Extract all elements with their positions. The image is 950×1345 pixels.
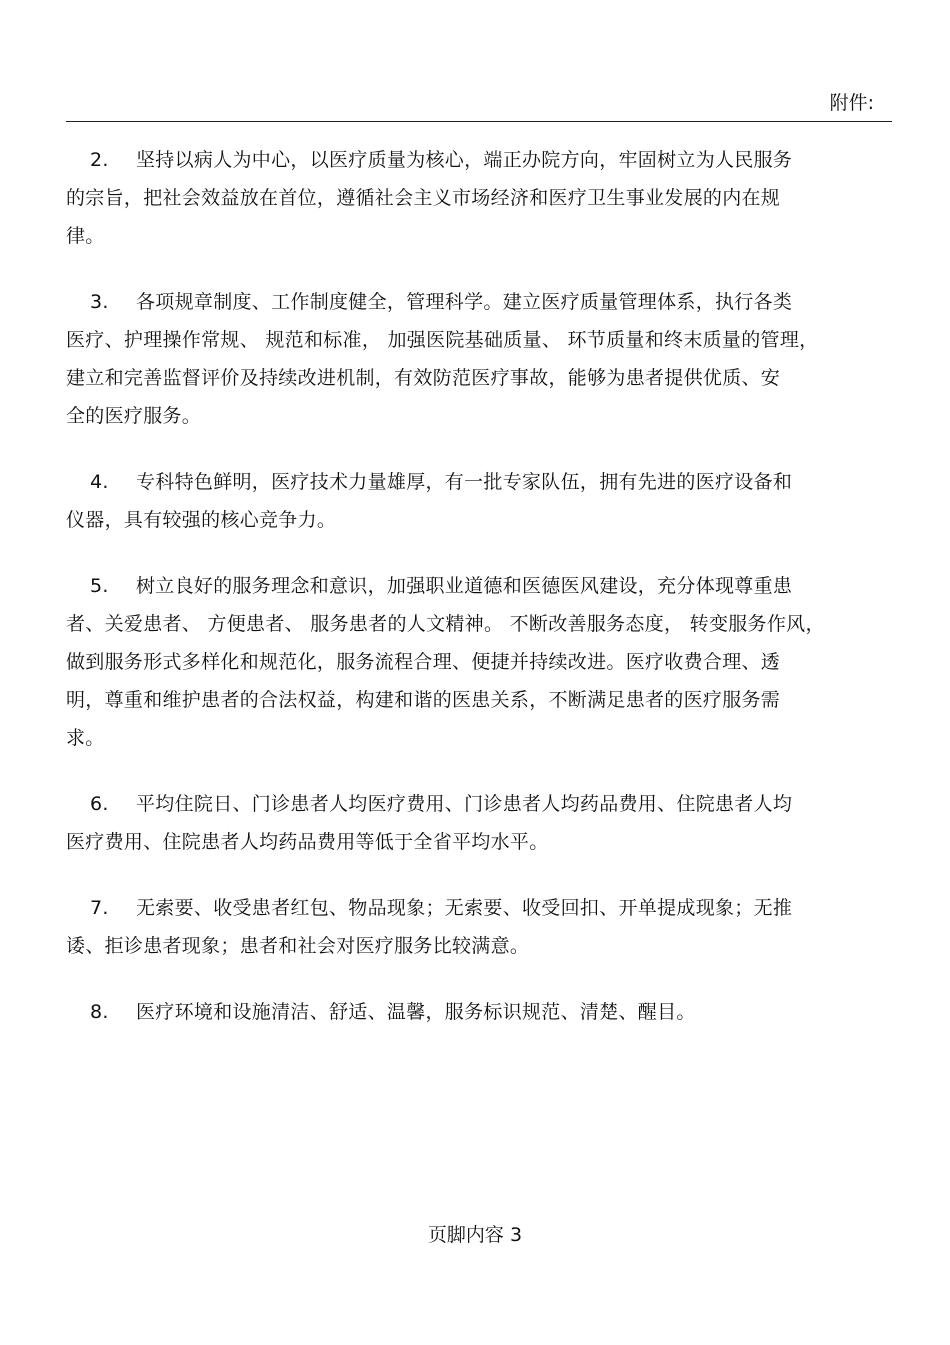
item-text: 专科特色鲜明，医疗技术力量雄厚，有一批专家队伍，拥有先进的医疗设备和 — [136, 471, 793, 493]
item-text: 做到服务形式多样化和规范化，服务流程合理、便捷并持续改进。医疗收费合理、透 — [66, 651, 781, 673]
item-number: 5. — [90, 575, 109, 597]
list-item — [66, 463, 892, 539]
item-text: 求。 — [66, 727, 105, 749]
item-text: 医疗、护理操作常规、 规范和标准， 加强医院基础质量、 环节质量和终末质量的管理， — [66, 329, 819, 351]
item-number: 2. — [90, 149, 109, 171]
item-text: 建立和完善监督评价及持续改进机制，有效防范医疗事故，能够为患者提供优质、安 — [66, 367, 781, 389]
list-item — [66, 567, 892, 757]
item-number: 8. — [90, 1001, 109, 1023]
list-item — [66, 283, 892, 435]
item-text: 各项规章制度、工作制度健全，管理科学。建立医疗质量管理体系，执行各类 — [136, 291, 793, 313]
item-text: 的宗旨，把社会效益放在首位，遵循社会主义市场经济和医疗卫生事业发展的内在规 — [66, 187, 781, 209]
list-item — [66, 785, 892, 861]
item-text: 医疗环境和设施清洁、舒适、温馨，服务标识规范、清楚、醒目。 — [136, 1001, 696, 1023]
item-text: 者、关爱患者、 方便患者、 服务患者的人文精神。 不断改善服务态度， 转变服务作风， — [66, 613, 825, 635]
header-attachment-label: 附件: — [829, 92, 874, 114]
item-text: 明，尊重和维护患者的合法权益，构建和谐的医患关系，不断满足患者的医疗服务需 — [66, 689, 781, 711]
item-text: 医疗费用、住院患者人均药品费用等低于全省平均水平。 — [66, 831, 549, 853]
item-number: 4. — [90, 471, 109, 493]
list-item — [66, 889, 892, 965]
item-text: 坚持以病人为中心，以医疗质量为核心，端正办院方向，牢固树立为人民服务 — [136, 149, 793, 171]
page-footer: 页脚内容 3 — [427, 1224, 523, 1246]
item-text: 律。 — [66, 225, 105, 247]
item-text: 平均住院日、门诊患者人均医疗费用、门诊患者人均药品费用、住院患者人均 — [136, 793, 793, 815]
item-text: 全的医疗服务。 — [66, 405, 202, 427]
header-rule — [66, 121, 892, 122]
item-text: 诿、拒诊患者现象；患者和社会对医疗服务比较满意。 — [66, 935, 530, 957]
list-item — [66, 141, 892, 255]
item-number: 3. — [90, 291, 109, 313]
item-text: 仪器，具有较强的核心竞争力。 — [66, 509, 337, 531]
item-number: 7. — [90, 897, 109, 919]
item-number: 6. — [90, 793, 109, 815]
document-body — [66, 141, 892, 1059]
list-item — [66, 993, 892, 1031]
item-text: 树立良好的服务理念和意识，加强职业道德和医德医风建设，充分体现尊重患 — [136, 575, 793, 597]
item-text: 无索要、收受患者红包、物品现象；无索要、收受回扣、开单提成现象；无推 — [136, 897, 793, 919]
